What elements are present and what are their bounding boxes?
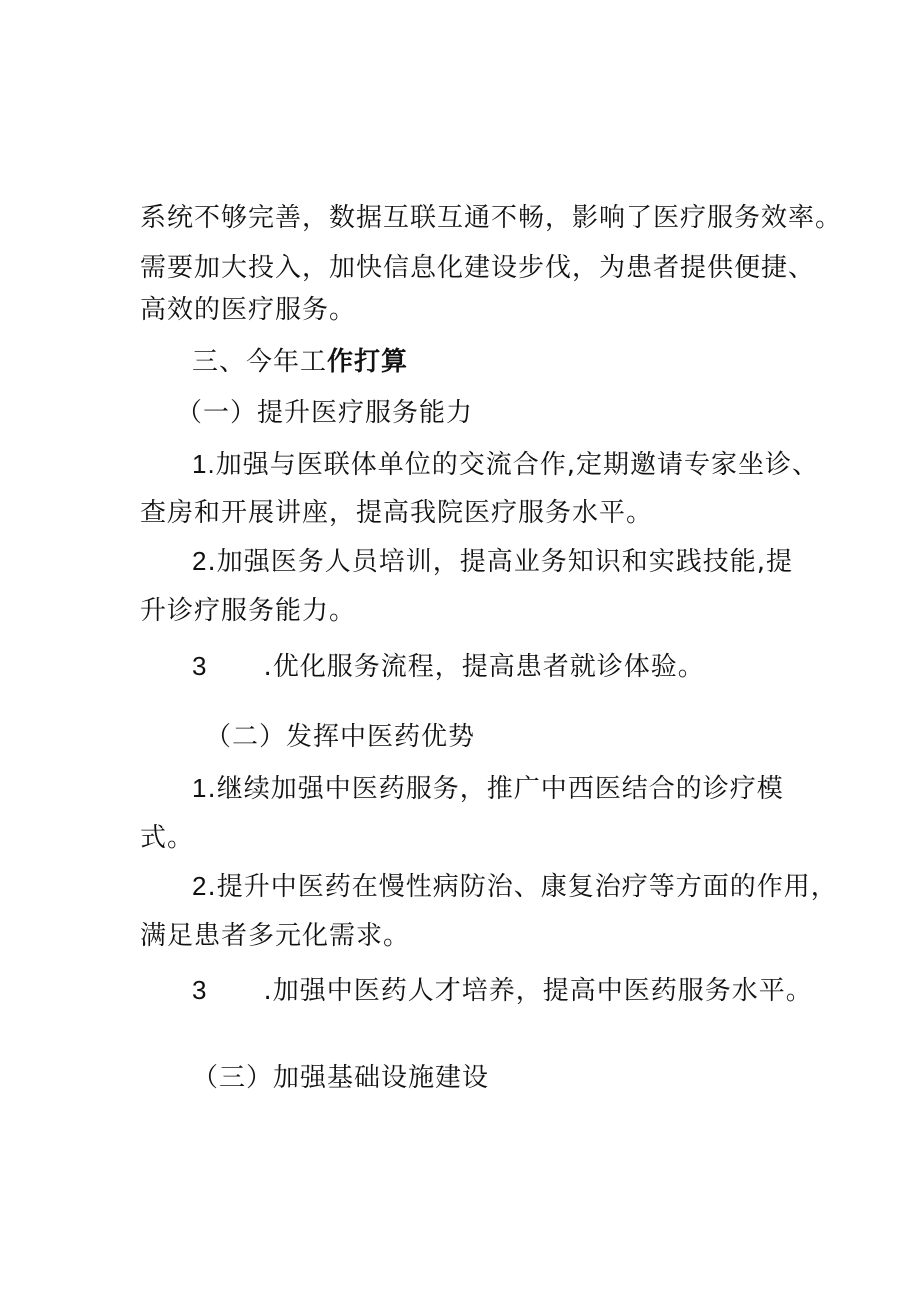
- subsection-title: （二）发挥中医药优势: [205, 722, 476, 752]
- item-number: 2: [192, 871, 208, 901]
- list-item: [192, 768, 920, 808]
- subsection-heading: [205, 717, 920, 757]
- item-text: 式。: [140, 823, 195, 853]
- list-item-continuation: [140, 591, 920, 631]
- subsection-heading: [176, 393, 920, 433]
- section-heading-part2: 作打算: [327, 347, 409, 377]
- item-number: 1: [192, 773, 208, 803]
- list-item: [192, 970, 920, 1010]
- subsection-title: （一）提升医疗服务能力: [176, 398, 474, 428]
- subsection-heading: [192, 1058, 920, 1098]
- list-item-continuation: [140, 493, 920, 533]
- item-number: 3: [192, 975, 208, 1005]
- paragraph-line: [140, 248, 920, 288]
- subsection-title: （三）加强基础设施建设: [192, 1063, 490, 1093]
- list-item: [192, 444, 920, 484]
- body-text: 系统不够完善，数据互联互通不畅，影响了医疗服务效率。: [140, 203, 843, 233]
- item-text: .提升中医药在慢性病防治、康复治疗等方面的作用，: [207, 872, 838, 902]
- body-text: 需要加大投入，加快信息化建设步伐，为患者提供便捷、: [140, 253, 816, 283]
- item-text: .优化服务流程，提高患者就诊体验。: [263, 652, 705, 682]
- section-heading-part1: 三、今年工: [192, 347, 328, 377]
- paragraph-line: [140, 290, 920, 330]
- item-text: .继续加强中医药服务，推广中西医结合的诊疗模: [207, 774, 784, 804]
- item-number: 2: [192, 546, 208, 576]
- item-number: 1.: [192, 449, 216, 479]
- body-text: 高效的医疗服务。: [140, 295, 357, 325]
- list-item-continuation: [140, 818, 920, 858]
- item-text: .加强医务人员培训，提高业务知识和实践技能,提: [207, 547, 793, 577]
- item-text: 查房和开展讲座，提高我院医疗服务水平。: [140, 498, 654, 528]
- item-text: .加强中医药人才培养，提高中医药服务水平。: [263, 976, 813, 1006]
- item-text: 满足患者多元化需求。: [140, 921, 411, 951]
- list-item: [192, 541, 920, 581]
- paragraph-line: [140, 198, 920, 238]
- item-text: 加强与医联体单位的交流合作,定期邀请专家坐诊、: [215, 450, 819, 480]
- list-item-continuation: [140, 916, 920, 956]
- section-heading: [192, 342, 920, 382]
- list-item: [192, 646, 920, 686]
- list-item: [192, 866, 920, 906]
- item-number: 3: [192, 651, 208, 681]
- item-text: 升诊疗服务能力。: [140, 596, 357, 626]
